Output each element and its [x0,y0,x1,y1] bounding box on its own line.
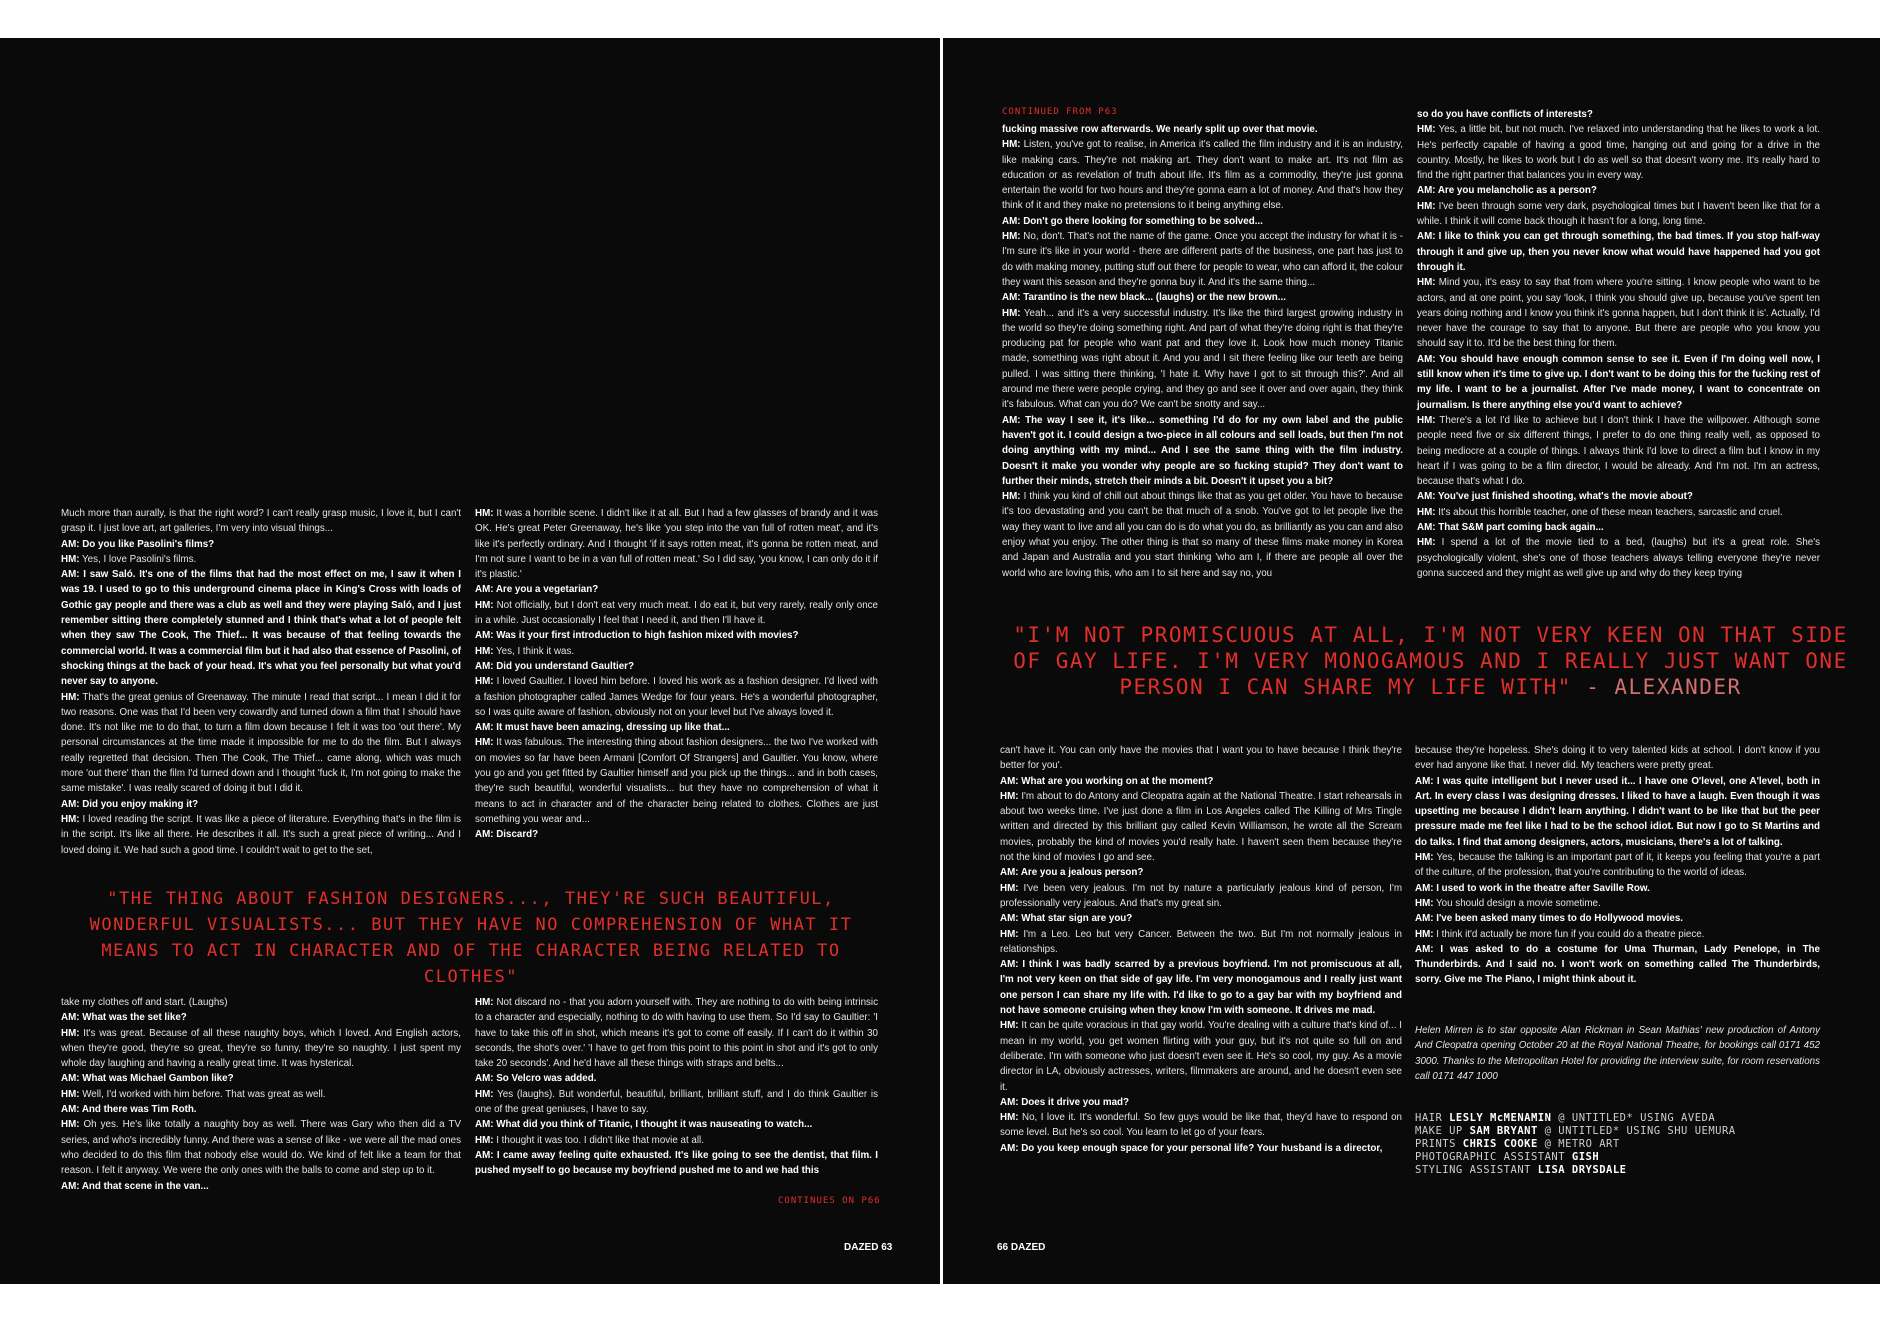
interview-paragraph [1000,1095,1402,1110]
question-text: Do you keep enough space for your personal life? Your husband is a director, [1018,1142,1383,1154]
answer-text: It can be quite voracious in that gay world. You're dealing with a culture that's kind of... I mean in my world, you get women flirting with your guy, but it's not quite so full on and deliberate. I'm with someone who just doesn't even see it. He's so cool, my guy. As a movie director in LA, obviously actresses, writers, filmmakers are around, and he doesn't even see it. [1000,1020,1402,1093]
interview-paragraph [475,644,878,659]
speaker-label: AM: [1417,185,1436,197]
interview-paragraph [1417,183,1820,198]
answer-text: There's a lot I'd like to achieve but I don't think I have the willpower. Although some people need five or six different things, I prefer to do one thing really well, as opposed to being mediocre at a couple of things. I always think I'd love to direct a film but I know in my heart if I was going to be a film director, I would be already. And I'm not. I'm an actress, because that's what I do. [1417,414,1820,488]
answer-text: Not discard no - that you adorn yourself with. They are nothing to do with being intrinsic to a character and especially, nothing to do with having to use them. So I'd say to Gaultier: 'I have to take this off in shot, which means it's got to come off easily. If I can't do it within 30 seconds, the shot's over.' 'I have to get from this point to this point in shot and it's got to only take 20 seconds'. And he'd have all these things with straps and belts... [475,997,878,1070]
answer-text: I thought it was too. I didn't like that movie at all. [493,1134,704,1146]
continued-from-label: CONTINUED FROM P63 [1002,107,1118,117]
credit-name: LISA DRYSDALE [1537,1164,1627,1176]
credit-role: HAIR [1415,1112,1450,1124]
interview-paragraph [1000,774,1402,789]
speaker-label: AM: [1002,414,1021,426]
speaker-label: AM: [1000,1142,1019,1154]
credit-name: CHRIS COOKE [1462,1138,1538,1150]
speaker-label: AM: [61,569,80,581]
speaker-label: AM: [1000,775,1019,787]
interview-paragraph [1002,229,1403,290]
answer-text: Not officially, but I don't eat very much meat. I do eat it, but very rarely, really only once in a while. Just occasionally I feel that I need it, and then I'll have it. [475,599,878,627]
answer-text: Yeah... and it's a very successful industry. It's like the third largest growing industry in the world so they're doing something right. And part of what they're doing right is that they're producing pat for people who want pat and they love it. Look how much money Titanic made, something was right about it. And you and I sit there feeling like our teeth are being pulled. I was sitting there thinking, 'I hate it. Why have I got to sit through this?'. And all around me there were people crying, and they go and see it over and over again, they think it's fabulous. What can you do? We can't be snotty and say... [1002,307,1403,411]
speaker-label: AM: [475,1073,494,1085]
credit-role: STYLING ASSISTANT [1415,1164,1538,1176]
interview-paragraph [1000,743,1402,774]
speaker-label: HM: [61,691,80,703]
interview-paragraph [61,1010,461,1025]
right-column-2-top [1417,107,1820,597]
speaker-label: AM: [61,1180,80,1192]
speaker-label: HM: [1002,307,1021,319]
answer-text: I've been very jealous. I'm not by nature a particularly jealous kind of person, I'm professionally very jealous. And that's my great sin. [1000,882,1402,909]
interview-paragraph [61,537,461,552]
question-text: I like to think you can get through something, the bad times. If you stop half-way through it and give up, then you never know what would have happened had you got through it. [1417,231,1820,273]
answer-text: Yes, I love Pasolini's films. [79,553,197,565]
question-text: Was it your first introduction to high fashion mixed with movies? [493,630,799,642]
left-column-1-bottom [61,995,461,1253]
question-text: Are you a jealous person? [1018,867,1144,879]
speaker-label: AM: [1415,943,1434,955]
interview-paragraph [1415,743,1820,774]
interview-paragraph [1417,505,1820,520]
speaker-label: AM: [1000,867,1019,879]
interview-paragraph [1417,199,1820,230]
question-text: What are you working on at the moment? [1018,775,1214,787]
right-pull-quote-text: "I'M NOT PROMISCUOUS AT ALL, I'M NOT VERY KEEN ON THAT SIDE OF GAY LIFE. I'M VERY MONOGAMOUS AND I REALLY JUST WANT ONE PERSON I CAN SHARE MY LIFE WITH" [1013,623,1848,699]
right-pull-quote [993,622,1868,700]
speaker-label: HM: [475,645,494,657]
speaker-label: HM: [1417,124,1436,136]
answer-text: can't have it. You can only have the movies that I want you to have because I think they're better for you'. [1000,745,1402,772]
speaker-label: AM: [61,538,80,550]
interview-paragraph [61,506,461,537]
speaker-label: HM: [1415,852,1434,864]
answer-text: No, don't. That's not the name of the game. Once you accept the industry for what it is - I'm sure it's like in your world - there are different parts of the business, one part has just to do with making money, putting stuff out there for people to wear, who can afford it, the colour they want this season and they're gonna buy it. And it's the same thing... [1002,231,1403,288]
interview-paragraph [1417,122,1820,183]
answer-text: I loved Gaultier. I loved him before. I loved his work as a fashion designer. I'd lived with a fashion photographer called James Wedge for four years. He's a wonderful photographer, so I was quite aware of fashion, obviously not on your level but I've always loved it. [475,676,878,718]
question-text: And that scene in the van... [79,1180,209,1192]
speaker-label: HM: [61,553,80,565]
interview-paragraph [475,598,878,629]
credit-line [1415,1138,1835,1151]
interview-paragraph [1415,927,1820,942]
question-text: What was Michael Gambon like? [79,1073,234,1085]
question-text: Don't go there looking for something to be solved... [1020,215,1263,227]
right-column-1-top [1002,122,1403,597]
left-pull-quote [62,886,880,990]
credits-note: Helen Mirren is to star opposite Alan Rickman in Sean Mathias' new production of Antony And Cleopatra opening October 20 at the Royal National Theatre, for bookings call 0171 452 3000. Thanks to the Metropolitan Hotel for providing the interview suite, for room reservations call 0171 447 1000 [1415,1025,1820,1082]
answer-text: I loved reading the script. It was like a piece of literature. Everything that's in the film is in the script. It's like all there. He describes it all. It's such a great piece of writing... And I loved doing it. We had such a good time. I couldn't wait to get to the set, [61,813,461,856]
interview-paragraph [475,659,878,674]
speaker-label: HM: [1002,491,1021,503]
speaker-label: HM: [1002,231,1021,243]
question-text: Discard? [493,829,539,841]
left-pull-quote-text: "THE THING ABOUT FASHION DESIGNERS..., THEY'RE SUCH BEAUTIFUL, WONDERFUL VISUALISTS... BUT THEY HAVE NO COMPREHENSION OF WHAT IT MEANS TO ACT IN CHARACTER AND OF THE CHARACTER BEING RELATED TO CLOTHES" [89,889,853,987]
interview-paragraph [61,690,461,797]
speaker-label: HM: [1417,537,1436,549]
interview-paragraph [475,506,878,582]
interview-paragraph [1000,911,1402,926]
question-text: So Velcro was added. [493,1073,597,1085]
speaker-label: AM: [61,798,80,810]
speaker-label: HM: [1417,506,1436,518]
question-text: You've just finished shooting, what's the movie about? [1435,491,1693,503]
speaker-label: AM: [1415,882,1434,894]
interview-paragraph [1002,214,1403,229]
photo-credits [1415,1112,1835,1177]
speaker-label: HM: [1000,1112,1019,1124]
question-text: The way I see it, it's like... something I'd do for my own label and the public haven't got it. I could design a two-piece in all colours and sell loads, but then I'm not doing anything with my mind... And I see the same thing with the film industry. Doesn't it make you wonder why people are so fucking stupid? They don't want to further their minds, stretch their minds a bit. Doesn't it upset you a bit? [1002,414,1403,487]
speaker-label: HM: [475,508,494,519]
left-column-2-bottom [475,995,878,1177]
right-folio: 66 DAZED [997,1242,1046,1253]
speaker-label: HM: [1415,897,1434,909]
interview-paragraph [1417,229,1820,275]
speaker-label: AM: [475,584,494,596]
interview-paragraph [475,1117,878,1132]
answer-text: Much more than aurally, is that the right word? I can't really grasp music, I love it, but I can't grasp it. I just love art, art galleries, I'm very into visual things... [61,508,461,535]
answer-text: Yes (laughs). But wonderful, beautiful, brilliant, brilliant stuff, and I do think Gaultier is one of the great geniuses, I have to say. [475,1088,878,1116]
answer-text: take my clothes off and start. (Laughs) [61,997,228,1008]
credit-line [1415,1112,1835,1125]
interview-paragraph [1417,535,1820,581]
interview-paragraph [1417,275,1820,351]
interview-paragraph [1415,774,1820,850]
answer-text: I think it'd actually be more fun if you could do a theatre piece. [1433,928,1705,940]
answer-text: Yes, I think it was. [493,645,575,657]
interview-paragraph [1000,789,1402,865]
speaker-label: HM: [475,1088,494,1100]
interview-paragraph [1415,850,1820,881]
question-text: What was the set like? [79,1012,187,1024]
question-text: I was asked to do a costume for Uma Thurman, Lady Penelope, in The Thunderbirds. And I said no. I won't work on something called The Thunderbirds, sorry. Give me The Piano, I might think about it. [1415,943,1820,986]
interview-paragraph [475,1148,878,1179]
interview-paragraph [61,797,461,812]
interview-paragraph [61,1179,461,1194]
question-text: Does it drive you mad? [1018,1096,1130,1108]
speaker-label: HM: [1417,200,1436,212]
credit-detail: @ UNTITLED* USING SHU UEMURA [1537,1125,1736,1137]
interview-paragraph [61,812,461,858]
speaker-label: AM: [1417,491,1436,503]
continues-on-label: CONTINUES ON P66 [778,1196,881,1206]
question-text: That S&M part coming back again... [1435,522,1604,534]
answer-text: It was a horrible scene. I didn't like it at all. But I had a few glasses of brandy and it was OK. He's great Peter Greenaway, he's like 'you step into the van full of rotten meat', and it's like it's perfectly ordinary. And I thought 'if it says rotten meat, it's gonna be rotten meat, and I'm not sure I want to be in a van full of rotten meat.' So I did say, 'you know, I can only do it if it's plastic.' [475,508,878,581]
interview-paragraph [1000,1018,1402,1094]
speaker-label: HM: [1000,1020,1019,1032]
credit-detail: @ METRO ART [1537,1138,1620,1150]
interview-paragraph [475,1071,878,1086]
speaker-label: HM: [1415,928,1434,940]
answer-text: It's about this horrible teacher, one of these mean teachers, sarcastic and cruel. [1435,506,1783,518]
answer-text: Yes, because the talking is an important part of it, it keeps you feeling that you're a part of the culture, of the profession, that you're contributing to the world of ideas. [1415,852,1820,879]
speaker-label: AM: [1415,775,1434,787]
speaker-label: HM: [61,1027,80,1039]
interview-paragraph [1000,927,1402,958]
speaker-label: AM: [1417,231,1436,243]
question-text: I saw Saló. It's one of the films that had the most effect on me, I saw it when I was 19. I used to go to this underground cinema place in King's Cross with loads of Gothic gay people and there was a club as well and they were playing Saló, and I just remember sitting there completely stunned and I think that's what a lot of people felt when they saw The Cook, The Thief... It was because of that feeling towards the commercial world. It was a commercial film but it had also that essence of Pasolini, of shocking things at the back of your head. It's what you feel personally but what you'd never say to anyone. [61,569,461,688]
interview-paragraph [475,628,878,643]
speaker-label: AM: [475,660,494,672]
left-column-2-top [475,506,878,904]
interview-paragraph [1002,489,1403,581]
interview-paragraph [61,1026,461,1072]
credit-role: PHOTOGRAPHIC ASSISTANT [1415,1151,1572,1163]
answer-text: It was fabulous. The interesting thing about fashion designers... the two I've worked with on movies so far have been Armani [Comfort Of Strangers] and Gaultier. You know, where you go and you get fitted by Gaultier himself and you pick up the things... and in both cases, they're such beautiful, wonderful visualists... but they have no comprehension of what it means to act in character and of the character being related to clothes. Clothes are just something you wear and... [475,737,878,825]
speaker-label: HM: [475,599,494,611]
interview-paragraph [475,582,878,597]
credit-line [1415,1151,1835,1164]
question-text: Did you understand Gaultier? [493,660,634,672]
question-text: You should have enough common sense to see it. Even if I'm doing well now, I still know when it's time to give up. I don't want to be doing this for the fucking rest of my life. I want to be a journalist. After I've made money, I want to concentrate on journalism. Is there anything else you'd want to achieve? [1417,353,1820,411]
interview-paragraph [61,1102,461,1117]
speaker-label: AM: [1002,215,1021,227]
question-text: Do you like Pasolini's films? [79,538,215,550]
answer-text: Well, I'd worked with him before. That was great as well. [79,1088,326,1100]
answer-text: Mind you, it's easy to say that from where you're sitting. I know people who want to be actors, and at one point, you say 'look, I think you should give up, because you've spent ten years doing nothing and I know you think it's gonna happen, but I don't think it is'. Actually, I'd never have the courage to say that to anyone. But there are people who you know you should say it to. It'd be the best thing for them. [1417,277,1820,350]
speaker-label: HM: [61,1088,80,1100]
interview-paragraph [1000,1141,1402,1156]
speaker-label: AM: [475,829,494,841]
question-text: Are you melancholic as a person? [1435,185,1597,197]
speaker-label: AM: [1002,292,1021,304]
question-text: I came away feeling quite exhausted. It's like going to see the dentist, that film. I pushed myself to go because my boyfriend pushed me to and we had this [475,1149,878,1177]
speaker-label: AM: [61,1012,80,1024]
interview-paragraph [475,1087,878,1118]
answer-text: Yes, a little bit, but not much. I've relaxed into understanding that he likes to work a lot. He's perfectly capable of having a good time, hanging out and going for a drive in the country. Mostly, he likes to work but I do as well so that doesn't worry me. It's really hard to find the right partner that balances you in every way. [1417,124,1820,182]
interview-paragraph [1417,107,1820,122]
interview-paragraph [1002,413,1403,489]
answer-text: Oh yes. He's like totally a naughty boy as well. There was Gary who then did a TV series, and who's incredibly funny. And there was a sense of like - we were all the mad ones who decided to do this film that nobody else would do. We kind of felt like a team for that reason. I felt it anyway. We were the only ones with the balls to come and step up to it. [61,1119,461,1177]
speaker-label: AM: [1000,959,1019,971]
interview-paragraph [61,995,461,1010]
left-column-1-top [61,506,461,904]
credit-role: PRINTS [1415,1138,1463,1150]
answer-text: I spend a lot of the movie tied to a bed, (laughs) but it's a great role. She's psychologically violent, she's one of those teachers always telling everyone they're never gonna succeed and they might as well give up and why do they keep trying [1417,537,1820,579]
question-text: It must have been amazing, dressing up like that... [493,722,730,734]
interview-paragraph [61,1087,461,1102]
credit-name: LESLY McMENAMIN [1449,1112,1552,1124]
left-page [0,38,940,1284]
answer-text: I've been through some very dark, psychological times but I haven't been like that for a while. I think it will come back though it hasn't for a long, long time. [1417,200,1820,228]
interview-paragraph [1002,137,1403,213]
question-text: I think I was badly scarred by a previous boyfriend. I'm not promiscuous at all, I'm not very keen on that side of gay life. I'm very monogamous and I really just want one person I can share my life with. I'd like to go to a gay bar with my boyfriend and not have someone cruising when they know I'm with someone. It drives me mad. [1000,959,1402,1017]
speaker-label: HM: [475,1134,494,1146]
speaker-label: AM: [1000,913,1019,925]
interview-paragraph [1415,942,1820,988]
speaker-label: HM: [1002,139,1021,151]
speaker-label: HM: [1000,928,1019,940]
question-text: I've been asked many times to do Hollywood movies. [1433,913,1684,925]
interview-paragraph [1002,290,1403,305]
question-text: so do you have conflicts of interests? [1417,109,1593,120]
speaker-label: HM: [475,737,494,749]
interview-paragraph [475,674,878,720]
speaker-label: AM: [1417,353,1436,365]
speaker-label: HM: [1417,277,1436,289]
speaker-label: AM: [61,1104,80,1116]
speaker-label: HM: [475,997,494,1008]
answer-text: Listen, you've got to realise, in America it's called the film industry and it is an industry, like making cars. They're not making art. They don't want to make art. It's not film as education or as revelation of truth about life. It's film as a commodity, they're just gonna entertain the world for two hours and they're gonna earn a lot of money. And that's how they think of it and they make no pretensions to it being anything else. [1002,139,1403,212]
interview-paragraph [1000,881,1402,912]
answer-text: I'm a Leo. Leo but very Cancer. Between the two. But I'm not normally jealous in relationships. [1000,928,1402,955]
interview-paragraph [1417,413,1820,489]
interview-paragraph [1415,911,1820,926]
interview-paragraph [61,552,461,567]
speaker-label: HM: [1000,882,1019,894]
interview-paragraph [1417,352,1820,413]
speaker-label: AM: [475,722,494,734]
speaker-label: AM: [1415,913,1434,925]
interview-paragraph [61,567,461,689]
speaker-label: AM: [61,1073,80,1085]
interview-paragraph [1417,489,1820,504]
interview-paragraph [475,1133,878,1148]
interview-paragraph [1000,1110,1402,1141]
answer-text: because they're hopeless. She's doing it to very talented kids at school. I don't know if you ever had anyone like that. I never did. My teachers were pretty great. [1415,745,1820,772]
interview-paragraph [1417,520,1820,535]
credit-detail: @ UNTITLED* USING AVEDA [1551,1112,1716,1124]
question-text: What did you think of Titanic, I thought it was nauseating to watch... [493,1119,813,1131]
speaker-label: AM: [475,1119,494,1131]
interview-paragraph [61,1117,461,1178]
credit-name: GISH [1571,1151,1600,1163]
interview-paragraph [1000,865,1402,880]
interview-paragraph [475,720,878,735]
answer-text: You should design a movie sometime. [1433,897,1601,909]
interview-paragraph [1002,306,1403,413]
speaker-label: AM: [1417,522,1436,534]
speaker-label: HM: [61,1119,80,1131]
right-column-2-bottom [1415,743,1820,1043]
speaker-label: HM: [475,676,494,688]
speaker-label: HM: [1417,414,1436,426]
question-text: Tarantino is the new black... (laughs) or the new brown... [1020,292,1286,304]
right-page [943,38,1880,1284]
right-pull-quote-attribution: - ALEXANDER [1571,675,1742,699]
answer-text: I think you kind of chill out about things like that as you get older. You have to because it's too devastating and you can't be that much of a snob. You've got to let people live the way they want to live and all you can do is do what you do, as brilliantly as you can and also enjoy what you enjoy. The other thing is that so many of these films make money in Korea and Japan and Australia and you start thinking 'who am I, if there are people all over the world who are loving this, who am I to sit here and say no, you [1002,491,1403,579]
interview-paragraph [1002,122,1403,137]
speaker-label: HM: [61,813,80,825]
question-text: I was quite intelligent but I never used it... I have one O'level, one A'level, both in Art. In every class I was designing dresses. I liked to have a laugh. Even though it was upsetting me because I didn't learn anything. I didn't want to be like that but the peer pressure made me feel like I had to be the school idiot. But now I go to St Martins and do talks. I find that among designers, actors, musicians, there's a lot of talking. [1415,775,1820,848]
credit-name: SAM BRYANT [1469,1125,1538,1137]
answer-text: It's was great. Because of all these naughty boys, which I loved. And English actors, when they're good, they're so great, they're so funny, they're so naughty. I just spent my whole day laughing and having a really great time. It was hysterical. [61,1027,461,1070]
speaker-label: AM: [475,630,494,642]
interview-paragraph [61,1071,461,1086]
question-text: fucking massive row afterwards. We nearly split up over that movie. [1002,124,1318,135]
credit-line [1415,1164,1835,1177]
speaker-label: HM: [1000,790,1019,802]
credit-role: MAKE UP [1415,1125,1470,1137]
question-text: Are you a vegetarian? [493,584,599,596]
interview-paragraph [1000,957,1402,1018]
question-text: What star sign are you? [1018,913,1133,925]
credit-line [1415,1125,1835,1138]
interview-paragraph [1415,881,1820,896]
answer-text: I'm about to do Antony and Cleopatra again at the National Theatre. I start rehearsals in about two weeks time. I've just done a film in Los Angeles called The Killing of Mrs Tingle written and directed by this brilliant guy called Kevin Williamson, he wrote all the Scream movies, probably the kind of movies you'd really hate. I haven't seen them because they're not the kind of movies I go and see. [1000,790,1402,864]
question-text: And there was Tim Roth. [79,1104,197,1116]
answer-text: That's the great genius of Greenaway. The minute I read that script... I mean I did it for two reasons. One was that I'd been very cowardly and turned down a film that I should have done. It's not like me to do that, to turn a film down because I felt it was too 'out there'. My personal circumstances at the time made it impossible for me to do the film. But I always really regretted that decision. Then The Cook, The Thief... came along, which was much more 'out there' than the film I'd turned down and I thought 'fuck it, I'm not going to make the same mistake'. I was really scared of doing it but I did it. [61,691,461,795]
right-column-1-bottom [1000,743,1402,1221]
interview-paragraph [475,735,878,827]
answer-text: No, I love it. It's wonderful. So few guys would be like that, they'd have to respond on some level. But he's so cool. You learn to let go of your fears. [1000,1112,1402,1139]
interview-paragraph [475,995,878,1071]
speaker-label: AM: [1000,1096,1019,1108]
left-folio: DAZED 63 [844,1242,893,1253]
interview-paragraph [1415,896,1820,911]
speaker-label: AM: [475,1149,494,1161]
question-text: Did you enjoy making it? [79,798,199,810]
interview-paragraph [475,827,878,842]
question-text: I used to work in the theatre after Saville Row. [1433,882,1650,894]
